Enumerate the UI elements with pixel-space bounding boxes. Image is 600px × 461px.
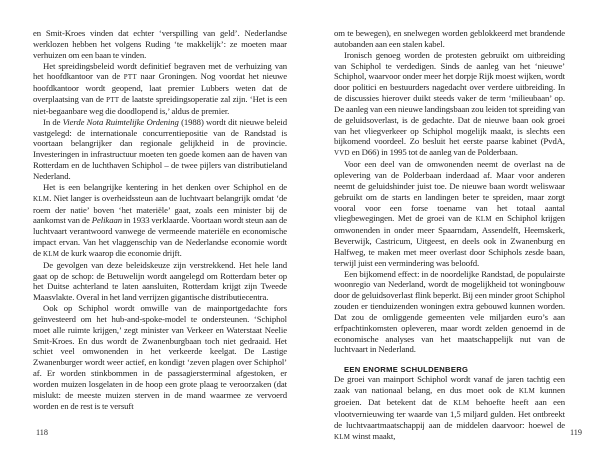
- body-text: Ironisch genoeg worden de protesten gebruikt om uitbreiding van Schiphol te verdedigen. Sinds de aanleg van het ‘nieuwe’ Schiphol, waarvoor onder meer het dorpje Rijk moest wijken, wordt door politici en bestuurders nagedacht over verdere uitbreiding. In de discussies hierover duikt steeds vaker de term ‘milieubaan’ op. De aanleg van een nieuwe landingsbaan zou leiden tot spreiding van de geluidsoverlast, is de gedachte. Dat de nieuwe baan ook groei van het vliegverkeer op Schiphol mogelijk maakt, is slechts een bijkomend voordeel. Zo besluit het eerste paarse kabinet (PvdA,: [334, 49, 565, 147]
- body-text: kunnen groeien. Dat betekent dat de: [334, 385, 565, 407]
- paragraph: [33, 303, 287, 411]
- paragraph: [33, 182, 287, 260]
- paragraph: [33, 260, 287, 303]
- body-text: Voor een deel van de omwonenden neemt de overlast na de oplevering van de Polderbaan inderdaad af. Maar voor anderen neemt de geluidshinder juist toe. De nieuwe baan wordt weliswaar gebruikt om de starts en landingen beter te spreiden, maar zorgt vooral voor een forse toename van het totaal aantal vliegbewegingen. Met de groei van de: [334, 159, 565, 224]
- body-text: In de: [43, 116, 63, 127]
- right-page: [334, 28, 565, 442]
- body-text: Een bijkomend effect: in de noordelijke Randstad, de populairste woonregio van Nederland, wordt de mogelijkheid tot woningbouw door de geluidsoverlast flink beperkt. Bij een minder groot Schiphol zouden er tienduizenden woningen extra gebouwd kunnen worden. Dat zou de omliggende gemeenten vele miljarden euro’s aan erfpachtinkomsten opleveren, maar wordt zelden genoemd in de economische analyses van het maatschappelijk nut van de luchtvaart in Nederland.: [334, 268, 565, 355]
- smallcaps-abbreviation: KLM: [518, 387, 536, 396]
- body-text: Het spreidingsbeleid wordt definitief begraven met de verhuizing van het hoofdkantoor van de: [33, 60, 287, 82]
- body-text: naar Groningen. Nog voordat het nieuwe hoofdkantoor wordt geopend, laat premier Lubbers weten dat de overplaatsing van de: [33, 71, 287, 105]
- body-text: de laatste spreidingsoperatie zal zijn. ‘Het is een niet-begaanbare weg die doodlopend is,’ aldus de premier.: [33, 94, 288, 116]
- paragraph: [334, 50, 565, 159]
- paragraph: [334, 159, 565, 268]
- smallcaps-abbreviation: KLM: [33, 194, 50, 203]
- body-text: (1988) wordt dit nieuwe beleid vastgelegd: de internationale concurrentiepositie van de Randstad is voortaan belangrijker dan regionale gelijkheid in de provincie. Investeringen in infrastructuur moeten ten goede komen aan de haven van Rotterdam en de luchthaven Schiphol – de twee pijlers van distributieland Nederland.: [33, 116, 287, 181]
- paragraph: [33, 117, 287, 182]
- smallcaps-abbreviation: KLM: [453, 399, 470, 407]
- body-text: om te bewegen), en snelwegen worden geblokkeerd met brandende autobanden aan een stalen kabel.: [334, 28, 565, 49]
- paragraph: [33, 61, 287, 117]
- body-text: De groei van mainport Schiphol wordt vanaf de jaren tachtig een zaak van nationaal belang, en dus moet ook de: [334, 374, 565, 396]
- body-text: in 1933 verklaarde. Voortaan wordt steun aan de luchtvaart verantwoord vanwege de vermeende materiële en economische impact ervan. Van het vlaggenschip van de Nederlandse economie wordt de: [33, 215, 287, 258]
- body-text: De gevolgen van deze beleidskeuze zijn verstrekkend. Het hele land gaat op de schop: de Betuwelijn wordt aangelegd om Rotterdam beter op het Duitse achterland te laten aansluiten, Rotterdam krijgt zijn Tweede Maasvlakte. Overal in het land verrijzen gigantische distributiecentra.: [33, 259, 287, 303]
- body-text: en Schiphol krijgen omwonenden in onder meer Spaarndam, Assendelft, Heemskerk, Beverwijk, Castricum, Uitgeest, en deels ook in Zwanenburg en Halfweg, te maken met meer overlast door Schiphols zesde baan, terwijl juist een vermindering was beloofd.: [334, 213, 565, 268]
- smallcaps-abbreviation: PTT: [123, 73, 137, 82]
- smallcaps-abbreviation: VVD: [334, 149, 350, 158]
- body-text: Ook op Schiphol wordt omwille van de mainportgedachte fors geïnvesteerd om het hub-and-spoke-model te ondersteunen. ‘Schiphol moet alle ruimte krijgen,’ zegt minister van Verkeer en Waterstaat Neelie Smit-Kroes. En dus wordt de Zwanenburgbaan toch niet gedraaid. Het schiet veel omwonenden in het verkeerde keelgat. De Lastige Zwanenburger wordt weer actief, en kondigt ‘zeven plagen over Schiphol’ af. Er worden stinkbommen in de passagiersterminal afgestoken, er worden muizen losgelaten in de hoop een grote plaag te veroorzaken (dat mislukt: de meeste muizen sterven in de mand waarmee ze vervoerd worden en de rest is te versuft: [33, 303, 287, 411]
- paragraph: [334, 374, 565, 442]
- body-text: winst maakt,: [350, 430, 396, 441]
- body-text: de kurk waarop die economie drijft.: [59, 247, 182, 258]
- smallcaps-abbreviation: PTT: [106, 96, 120, 105]
- italic-text: Vierde Nota Ruimtelijke Ordening: [62, 116, 179, 127]
- left-page: [33, 28, 287, 412]
- section-heading: EEN ENORME SCHULDENBERG: [344, 365, 469, 375]
- body-text: en D66) in 1995 tot de aanleg van de Polderbaan.: [349, 147, 518, 158]
- smallcaps-abbreviation: KLM: [475, 215, 492, 224]
- paragraph: [334, 269, 565, 356]
- smallcaps-abbreviation: KLM: [42, 249, 60, 258]
- body-text: . Niet langer is overheidssteun aan de luchtvaart belangrijk omdat ‘de roem der natie’ boven ‘het materiële’ gaat, zoals een minister bij de aankomst van de: [33, 192, 287, 226]
- page-number: 119: [570, 428, 582, 437]
- paragraph: [334, 28, 565, 50]
- body-text: Het is een belangrijke kentering in het denken over Schiphol en de: [43, 181, 287, 192]
- body-text: behoefte heeft aan een vlootvernieuwing ter waarde van 1,5 miljard gulden. Het ontbreekt de luchtvaartmaatschappij aan de middelen daarvoor: hoewel de: [334, 397, 565, 430]
- italic-text: Pelikaan: [91, 215, 122, 226]
- smallcaps-abbreviation: KLM: [334, 432, 351, 441]
- paragraph: [33, 28, 287, 61]
- page-number: 118: [36, 428, 48, 437]
- body-text: en Smit-Kroes vinden dat echter ‘verspilling van geld’. Nederlandse werklozen hebben het volgens Ruding ‘te makkelijk’: ze moeten maar verhuizen om een baan te vinden.: [33, 28, 287, 60]
